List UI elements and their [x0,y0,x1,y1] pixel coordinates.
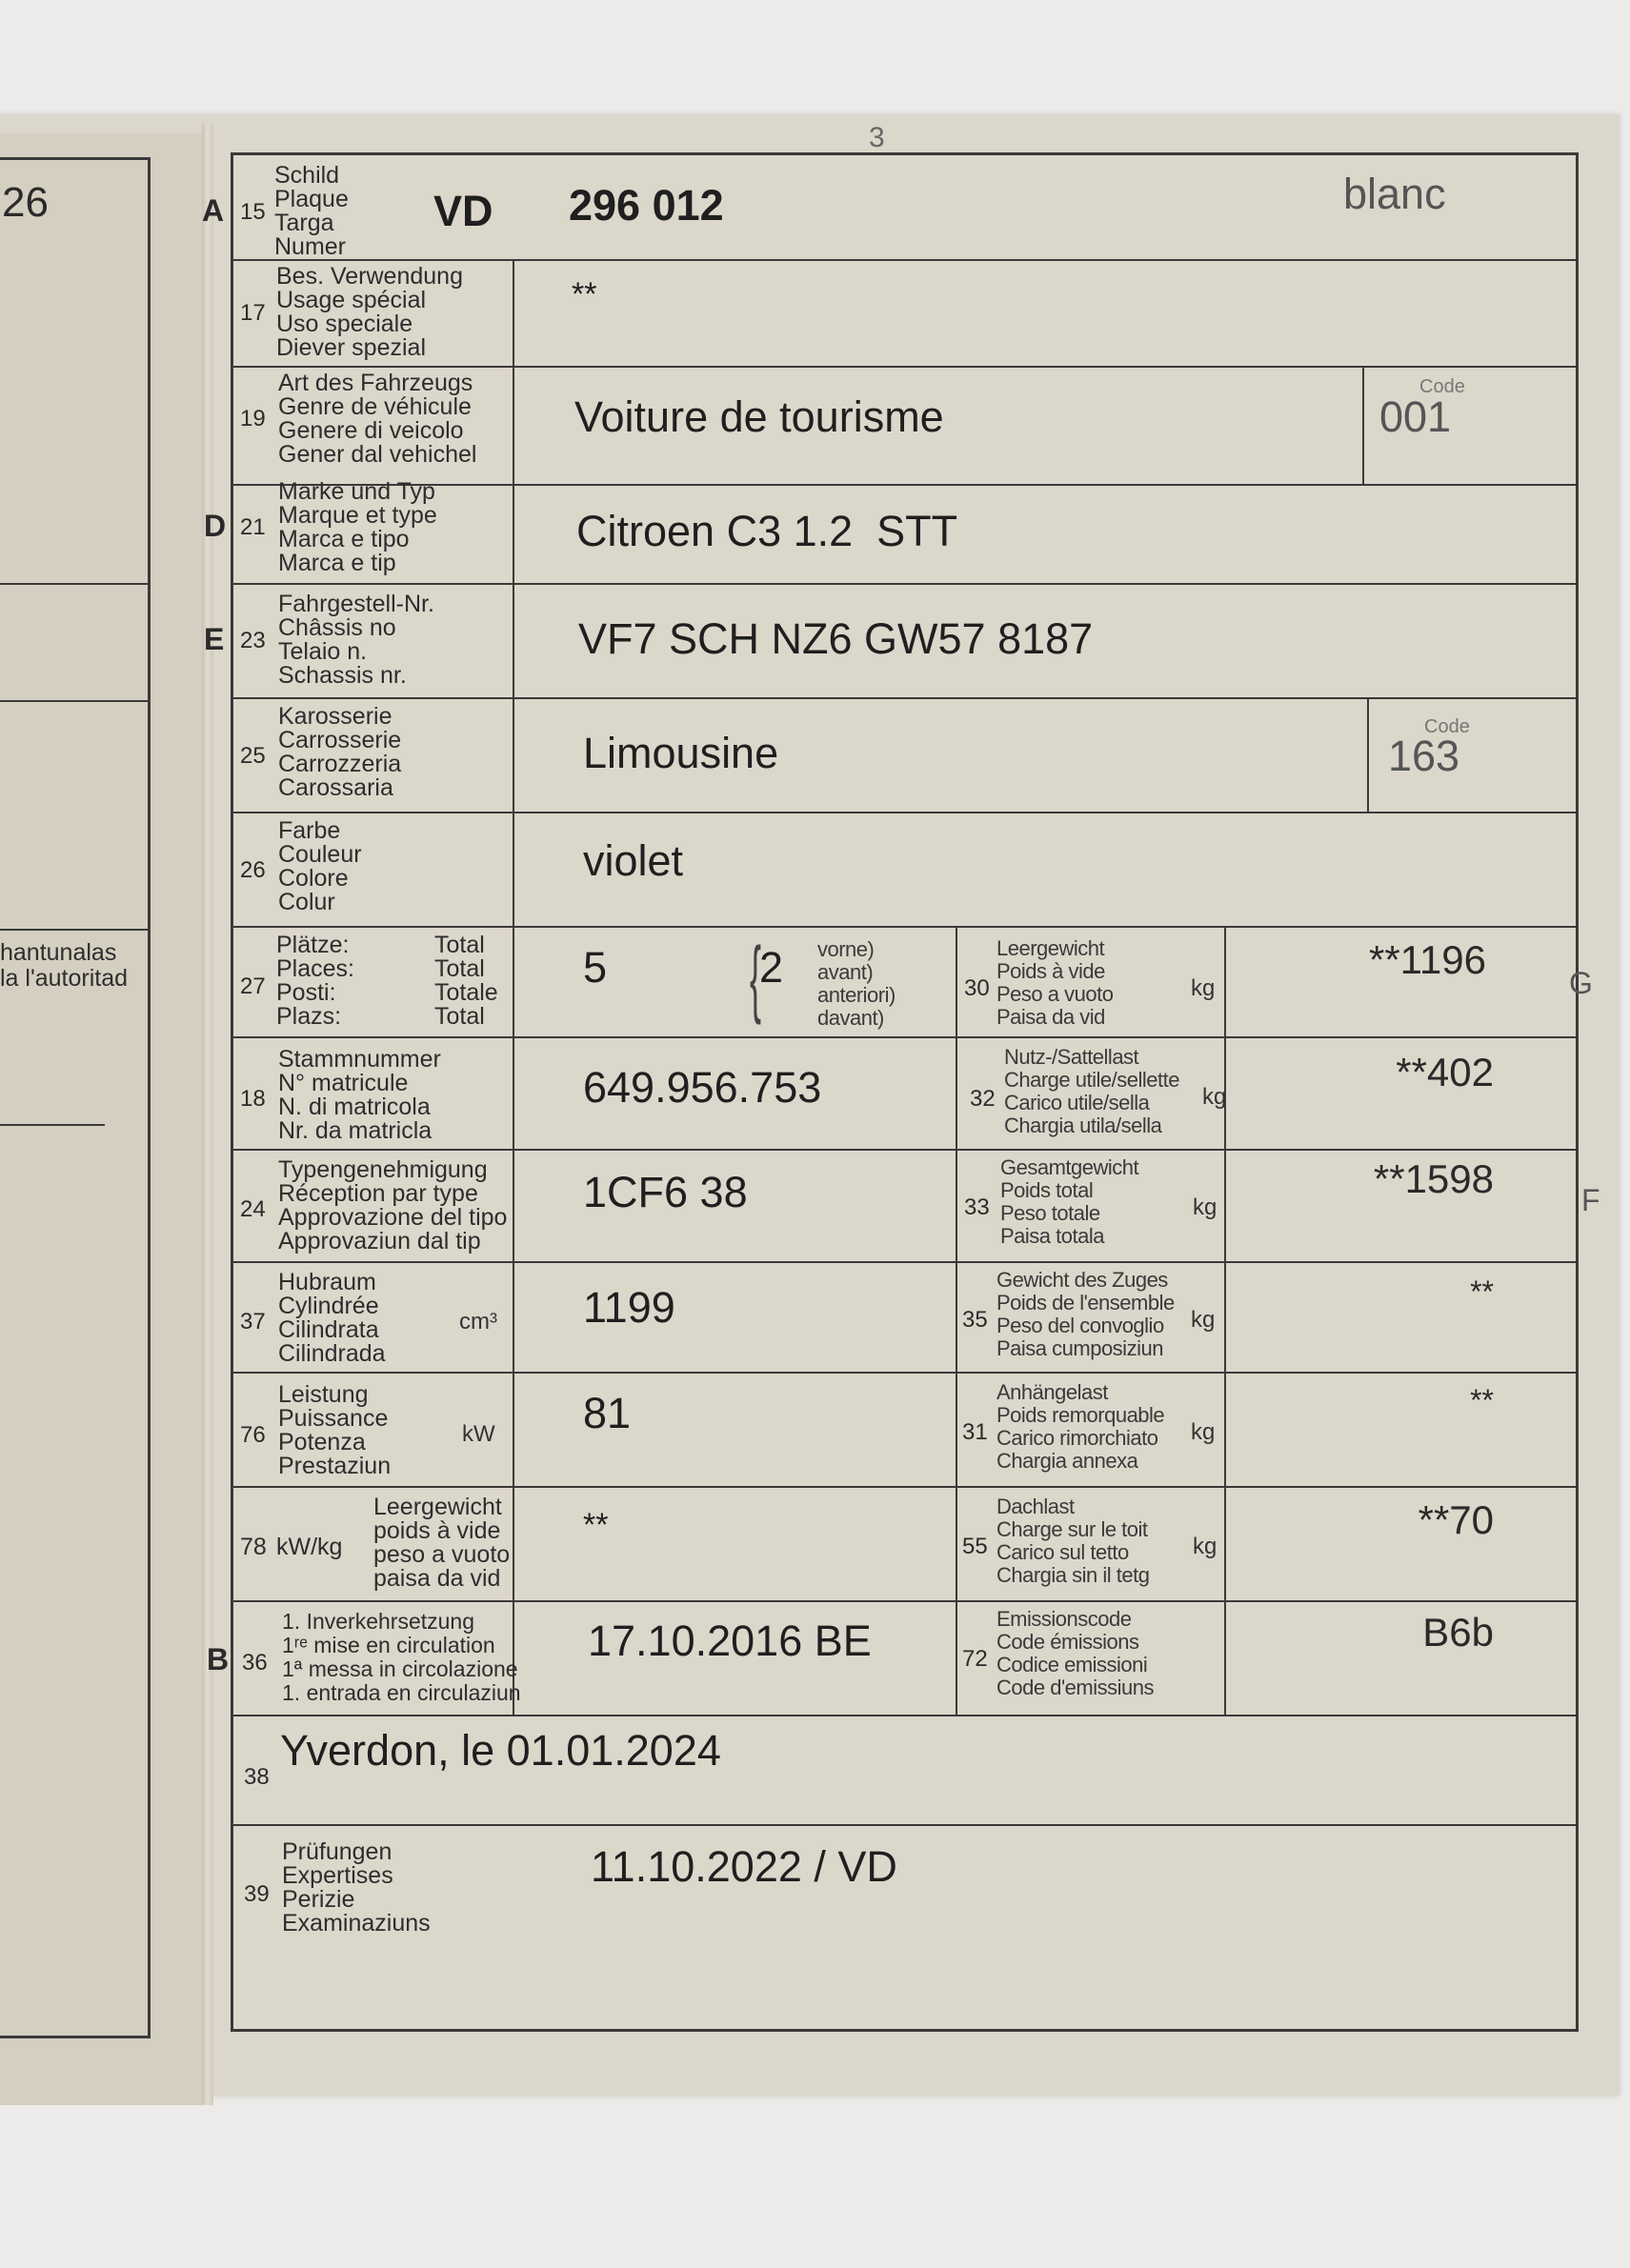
towing-weight-label: Anhängelast Poids remorquable Carico rimorchiato Chargia annexa [996,1380,1165,1473]
left-page-text: hantunalas [0,939,117,966]
color-label: Farbe Couleur Colore Colur [278,817,362,915]
kg-unit: kg [1191,975,1216,1001]
row-divider [231,1824,1579,1826]
towing-weight-value: ** [1470,1383,1494,1417]
field-number: 27 [240,973,266,999]
field-number: 78 [240,1534,267,1560]
empty-weight-value: **1196 [1368,937,1486,982]
field-number: 26 [240,857,266,883]
power-weight-label: Leergewicht poids à vide peso a vuoto paisa da vid [373,1494,511,1592]
plate-color: blanc [1343,170,1446,218]
field-number: 19 [240,406,266,432]
plate-label: Schild Plaque Targa Numer [274,162,349,260]
section-marker-b: B [207,1642,230,1676]
field-number: 33 [964,1194,990,1220]
field-number: 76 [240,1422,266,1448]
vehicle-type-code: 001 [1379,392,1452,441]
emission-code-value: B6b [1422,1610,1494,1655]
section-marker-e: E [204,622,225,656]
column-divider [956,926,957,1715]
kg-unit: kg [1193,1534,1217,1559]
body-value: Limousine [583,729,779,777]
row-divider [231,697,1579,699]
seats-total-value: 5 [583,943,608,992]
row-divider [231,812,1579,813]
field-number: 30 [964,975,990,1001]
code-divider [1367,697,1369,812]
seats-label: Plätze: Places: Posti: Plazs: [276,932,354,1030]
make-model-value: Citroen C3 1.2 STT [576,507,958,555]
make-model-label: Marke und Typ Marque et type Marca e tipo Marca e tip [278,478,437,576]
row-divider [231,1261,1579,1263]
code-label: Code [1419,376,1465,397]
kg-unit: kg [1191,1419,1216,1445]
left-divider [0,583,151,585]
section-marker-g: G [1569,966,1593,1000]
power-weight-value: ** [583,1507,609,1543]
chassis-label: Fahrgestell-Nr. Châssis no Telaio n. Schassis nr. [278,591,434,689]
payload-value: **402 [1396,1050,1494,1094]
code-label: Code [1424,716,1470,737]
train-weight-value: ** [1470,1274,1494,1309]
first-registration-label: 1. Inverkehrsetzung 1ʳᵉ mise en circulation 1ª messa in circolazione 1. entrada en circulaziun [282,1609,521,1705]
total-weight-value: **1598 [1373,1156,1494,1201]
left-signature-line [0,1124,105,1126]
roof-load-label: Dachlast Charge sur le toit Carico sul tetto Chargia sin il tetg [996,1495,1150,1587]
row-divider [231,1149,1579,1151]
field-number: 72 [962,1646,988,1672]
color-value: violet [583,836,684,885]
kg-unit: kg [1202,1084,1227,1110]
registry-number-value: 649.956.753 [583,1063,822,1112]
vehicle-type-value: Voiture de tourisme [574,392,944,441]
plate-number: 296 012 [569,181,724,230]
body-label: Karosserie Carrosserie Carrozzeria Carossaria [278,703,402,801]
body-code: 163 [1388,732,1460,780]
emission-code-label: Emissionscode Code émissions Codice emissioni Code d'emissiuns [996,1607,1154,1699]
left-page-frame [0,157,151,2038]
field-number: 55 [962,1534,988,1559]
field-number: 25 [240,743,266,769]
special-use-label: Bes. Verwendung Usage spécial Uso speciale Diever spezial [276,263,463,361]
code-divider [1362,366,1364,484]
special-use-value: ** [572,276,597,312]
page-number: 3 [869,122,885,153]
train-weight-label: Gewicht des Zuges Poids de l'ensemble Peso del convoglio Paisa cumposiziun [996,1268,1175,1360]
payload-label: Nutz-/Sattellast Charge utile/sellette Carico utile/sella Chargia utila/sella [1004,1045,1179,1137]
seats-total-label: Total Total Totale Total [434,932,498,1030]
page-fold [202,124,213,2105]
field-number: 18 [240,1086,266,1112]
chassis-value: VF7 SCH NZ6 GW57 8187 [578,614,1094,663]
empty-weight-label: Leergewicht Poids à vide Peso a vuoto Paisa da vid [996,936,1114,1029]
left-page-number: 26 [2,179,49,226]
registry-number-label: Stammnummer N° matricule N. di matricola Nr. da matricla [278,1046,441,1144]
vehicle-type-label: Art des Fahrzeugs Genre de véhicule Genere di veicolo Gener dal vehichel [278,370,477,468]
left-divider [0,929,151,931]
type-approval-label: Typengenehmigung Réception par type Approvazione del tipo Approvaziun dal tip [278,1156,508,1254]
field-number: 39 [244,1881,270,1907]
field-number: 32 [970,1086,996,1112]
displacement-label: Hubraum Cylindrée Cilindrata Cilindrada [278,1269,386,1367]
field-number: 31 [962,1419,988,1445]
field-number: 37 [240,1309,266,1335]
section-marker-a: A [202,193,225,228]
place-date-value: Yverdon, le 01.01.2024 [280,1726,721,1775]
row-divider [231,1372,1579,1374]
left-divider [0,700,151,702]
seats-front-value: 2 [759,943,784,992]
total-weight-label: Gesamtgewicht Poids total Peso totale Paisa totala [1000,1155,1139,1248]
inspection-value: 11.10.2022 / VD [591,1842,897,1891]
brace-icon: { [750,931,762,1026]
power-unit: kW [462,1421,495,1447]
field-number: 38 [244,1764,270,1790]
row-divider [231,1036,1579,1038]
row-divider [231,583,1579,585]
row-divider [231,926,1579,928]
type-approval-value: 1CF6 38 [583,1168,748,1216]
field-number: 21 [240,514,266,540]
left-page-text: la l'autoritad [0,965,129,992]
column-divider [1224,926,1226,1715]
plate-canton: VD [433,187,493,235]
power-value: 81 [583,1389,632,1437]
field-number: 23 [240,628,266,653]
field-number: 15 [240,199,266,225]
kg-unit: kg [1191,1307,1216,1333]
row-divider [231,259,1579,261]
field-number: 17 [240,300,266,326]
power-weight-label-left: kW/kg [276,1534,343,1560]
displacement-value: 1199 [583,1283,675,1332]
power-label: Leistung Puissance Potenza Prestaziun [278,1381,392,1479]
row-divider [231,1486,1579,1488]
seats-front-label: vorne) avant) anteriori) davant) [817,937,895,1030]
roof-load-value: **70 [1418,1497,1494,1542]
row-divider [231,1715,1579,1716]
inspection-label: Prüfungen Expertises Perizie Examinaziuns [282,1838,431,1937]
field-number: 24 [240,1196,266,1222]
column-divider [513,259,514,1715]
kg-unit: kg [1193,1194,1217,1220]
field-number: 35 [962,1307,988,1333]
field-number: 36 [242,1650,268,1676]
row-divider [231,1600,1579,1602]
section-marker-d: D [204,509,227,543]
displacement-unit: cm³ [459,1309,497,1335]
section-marker-f: F [1581,1183,1600,1217]
first-registration-value: 17.10.2016 BE [588,1616,872,1665]
row-divider [231,366,1579,368]
